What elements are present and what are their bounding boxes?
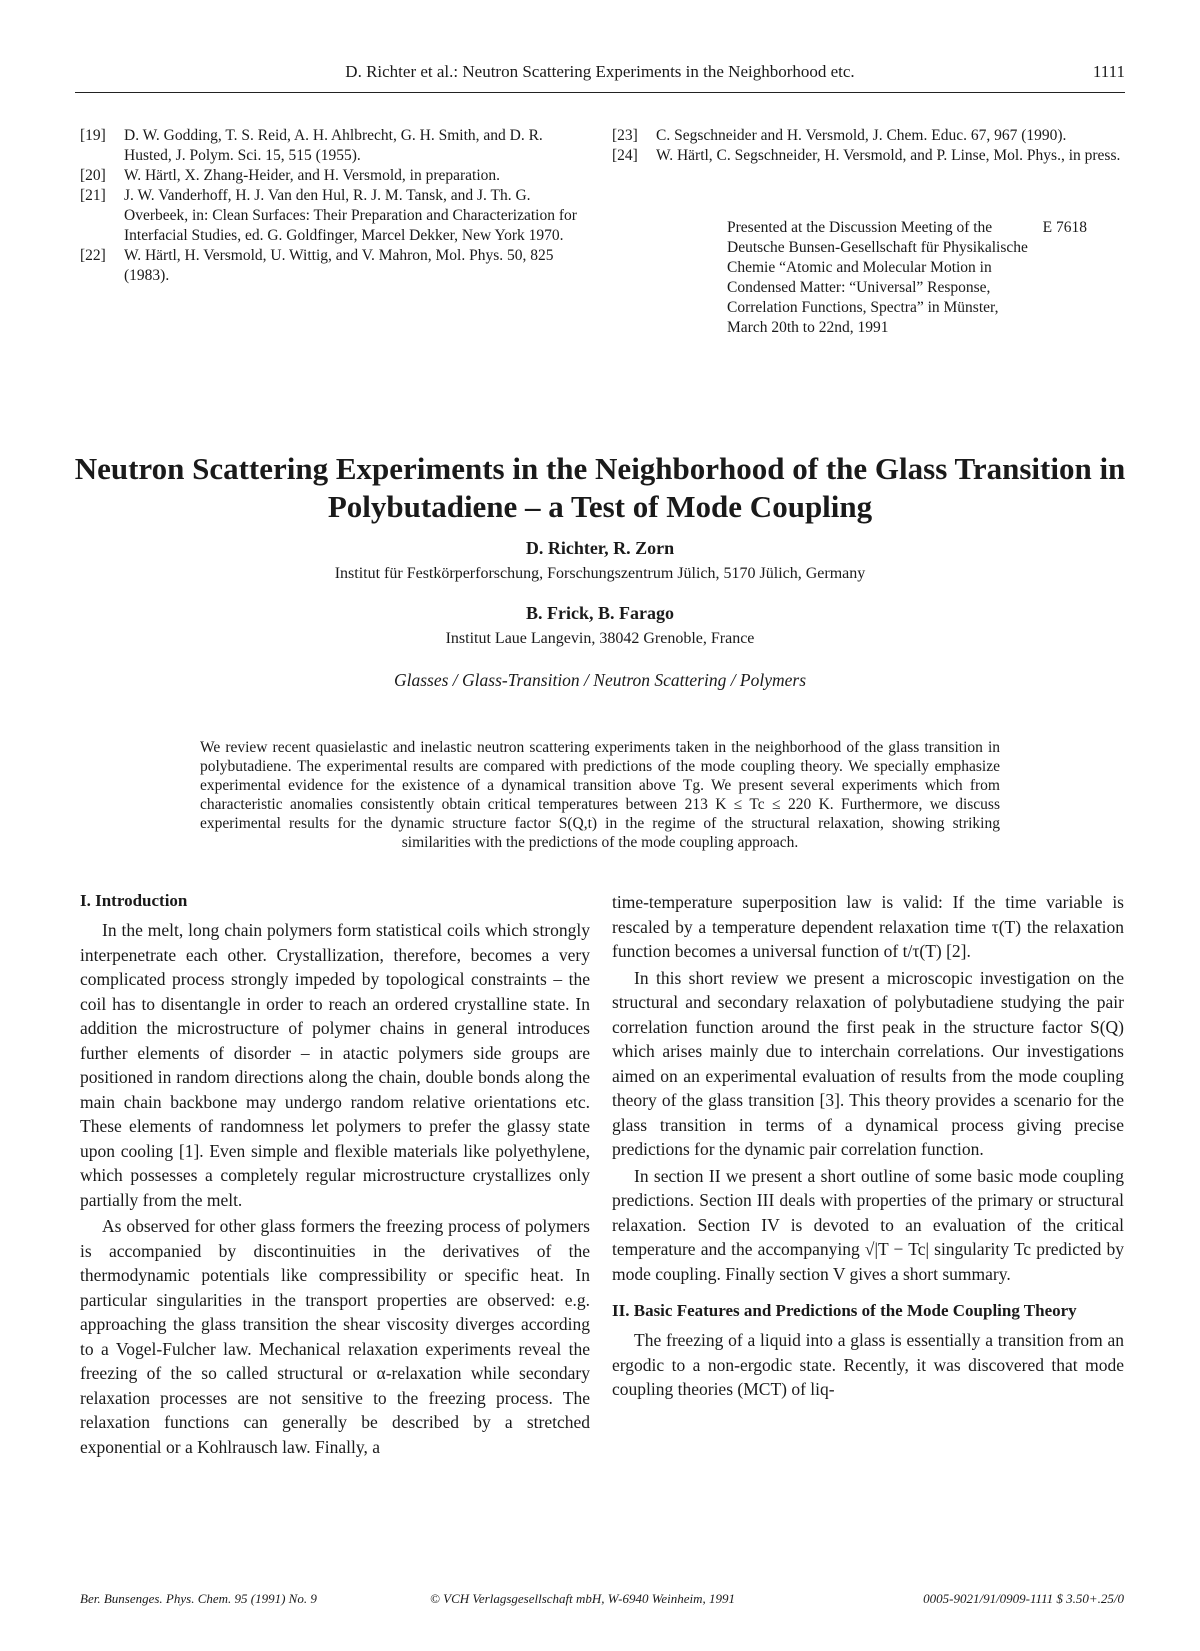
running-head — [75, 62, 1125, 93]
keywords: Glasses / Glass-Transition / Neutron Scattering / Polymers — [393, 670, 807, 690]
body-paragraph: time-temperature superposition law is valid: If the time variable is rescaled by a temperature dependent relaxation time τ(T) the relaxation function becomes a universal function of t/τ(T) [2]. — [612, 892, 1124, 961]
reference-number: [21] — [80, 187, 106, 204]
reference-text: J. W. Vanderhoff, H. J. Van den Hul, R. J. M. Tansk, and J. Th. G. Overbeek, in: Clean Surfaces: Their Preparation and Characterization for Interfacial Studies, ed. G. Goldfinger, Marcel Dekker, New York 1970. — [124, 187, 577, 244]
title-block — [60, 450, 1140, 691]
reference-item — [612, 126, 1124, 146]
reference-item — [80, 166, 590, 186]
presented-text: Presented at the Discussion Meeting of the Deutsche Bunsen-Gesellschaft für Physikalische Chemie “Atomic and Molecular Motion in Condensed Matter: “Universal” Response, Correlation Functions, Spectra” in Münster, March 20th to 22nd, 1991 — [727, 219, 1028, 336]
footer-journal: Ber. Bunsenges. Phys. Chem. 95 (1991) No. 9 — [80, 1591, 317, 1606]
body-paragraph: As observed for other glass formers the freezing process of polymers is accompanied by discontinuities in the derivatives of the thermodynamic potentials like compressibility or specific heat. In particular singularities in the transport properties are observed: e.g. approaching the glass transition the shear viscosity diverges according to a Vogel-Fulcher law. Mechanical relaxation experiments reveal the freezing of the so called structural or α-relaxation while secondary relaxation processes are not sensitive to the freezing process. The relaxation functions can generally be described by a stretched exponential or a Kohlrausch law. Finally, a — [80, 1216, 590, 1457]
running-title: D. Richter et al.: Neutron Scattering Experiments in the Neighborhood etc. — [345, 62, 855, 81]
reference-item — [80, 186, 590, 246]
authors-group-1: D. Richter, R. Zorn — [525, 538, 675, 558]
article-title: Neutron Scattering Experiments in the Neighborhood of the Glass Transition in Polybutadiene – a Test of Mode Coupling — [74, 451, 1126, 524]
section-heading-introduction: I. Introduction — [80, 891, 188, 910]
reference-number: [23] — [612, 127, 638, 144]
reference-item — [80, 126, 590, 166]
reference-item — [80, 246, 590, 286]
reference-text: W. Härtl, X. Zhang-Heider, and H. Versmold, in preparation. — [124, 167, 501, 184]
references-right — [612, 126, 1124, 166]
reference-number: [19] — [80, 127, 106, 144]
presented-note — [727, 218, 1087, 338]
body-paragraph: In the melt, long chain polymers form statistical coils which strongly interpenetrate each other. Crystallization, therefore, becomes a very complicated process strongly impeded by topological constraints – the coil has to disentangle in order to reach an ordered crystalline state. In addition the microstructure of polymer chains in general introduces further elements of disorder – in atactic polymers side groups are positioned in random directions along the chain, double bonds along the main chain backbone may undergo random relative orientations etc. These elements of randomness let polymers to prefer the glassy state upon cooling [1]. Even simple and flexible materials like polyethylene, which possesses a completely regular microstructure crystallizes only partially from the melt. — [80, 920, 590, 1210]
section-heading-mode-coupling: II. Basic Features and Predictions of the Mode Coupling Theory — [612, 1301, 1077, 1320]
reference-text: W. Härtl, H. Versmold, U. Wittig, and V. Mahron, Mol. Phys. 50, 825 (1983). — [124, 247, 554, 284]
body-column-left — [80, 890, 590, 1459]
footer-code: 0005-9021/91/0909-1111 $ 3.50+.25/0 — [923, 1591, 1124, 1606]
page-number: 1111 — [1092, 62, 1125, 81]
footer-publisher: © VCH Verlagsgesellschaft mbH, W-6940 Weinheim, 1991 — [430, 1591, 735, 1606]
body-paragraph: In this short review we present a microscopic investigation on the structural and secondary relaxation of polybutadiene studying the pair correlation function around the first peak in the structure factor S(Q) which arises mainly due to interchain correlations. Our investigations aimed on an experimental evaluation of results from the mode coupling theory of the glass transition [3]. This theory provides a scenario for the glass transition in terms of a dynamical process giving precise predictions for the dynamic pair correlation function. — [612, 967, 1124, 1159]
body-column-right — [612, 890, 1124, 1402]
reference-text: C. Segschneider and H. Versmold, J. Chem. Educ. 67, 967 (1990). — [656, 127, 1067, 144]
references-left — [80, 126, 590, 286]
manuscript-code: E 7618 — [1042, 219, 1087, 236]
reference-number: [24] — [612, 147, 638, 164]
body-paragraph: The freezing of a liquid into a glass is essentially a transition from an ergodic to a non-ergodic state. Recently, it was discovered that mode coupling theories (MCT) of liq- — [612, 1330, 1124, 1399]
affiliation-1: Institut für Festkörperforschung, Forschungszentrum Jülich, 5170 Jülich, Germany — [334, 565, 866, 582]
authors-group-2: B. Frick, B. Farago — [526, 603, 674, 623]
reference-text: W. Härtl, C. Segschneider, H. Versmold, and P. Linse, Mol. Phys., in press. — [656, 147, 1121, 164]
affiliation-2: Institut Laue Langevin, 38042 Grenoble, France — [445, 630, 755, 647]
reference-number: [22] — [80, 247, 106, 264]
reference-number: [20] — [80, 167, 106, 184]
abstract: We review recent quasielastic and inelastic neutron scattering experiments taken in the neighborhood of the glass transition in polybutadiene. The experimental results are compared with predictions of the mode coupling theory. We specially emphasize experimental evidence for the existence of a dynamical transition above Tg. We present several experiments which from characteristic anomalies consistently obtain critical temperatures between 213 K ≤ Tc ≤ 220 K. Furthermore, we discuss experimental results for the dynamic structure factor S(Q,t) in the regime of the structural relaxation, showing striking similarities with the predictions of the mode coupling approach. — [200, 739, 1000, 851]
reference-item — [612, 146, 1124, 166]
reference-text: D. W. Godding, T. S. Reid, A. H. Ahlbrecht, G. H. Smith, and D. R. Husted, J. Polym. Sci. 15, 515 (1955). — [124, 127, 543, 164]
body-paragraph: In section II we present a short outline of some basic mode coupling predictions. Section III deals with properties of the primary or structural relaxation. Section IV is devoted to an evaluation of the critical temperature and the accompanying √|T − Tc| singularity Tc predicted by mode coupling. Finally section V gives a short summary. — [612, 1165, 1124, 1284]
